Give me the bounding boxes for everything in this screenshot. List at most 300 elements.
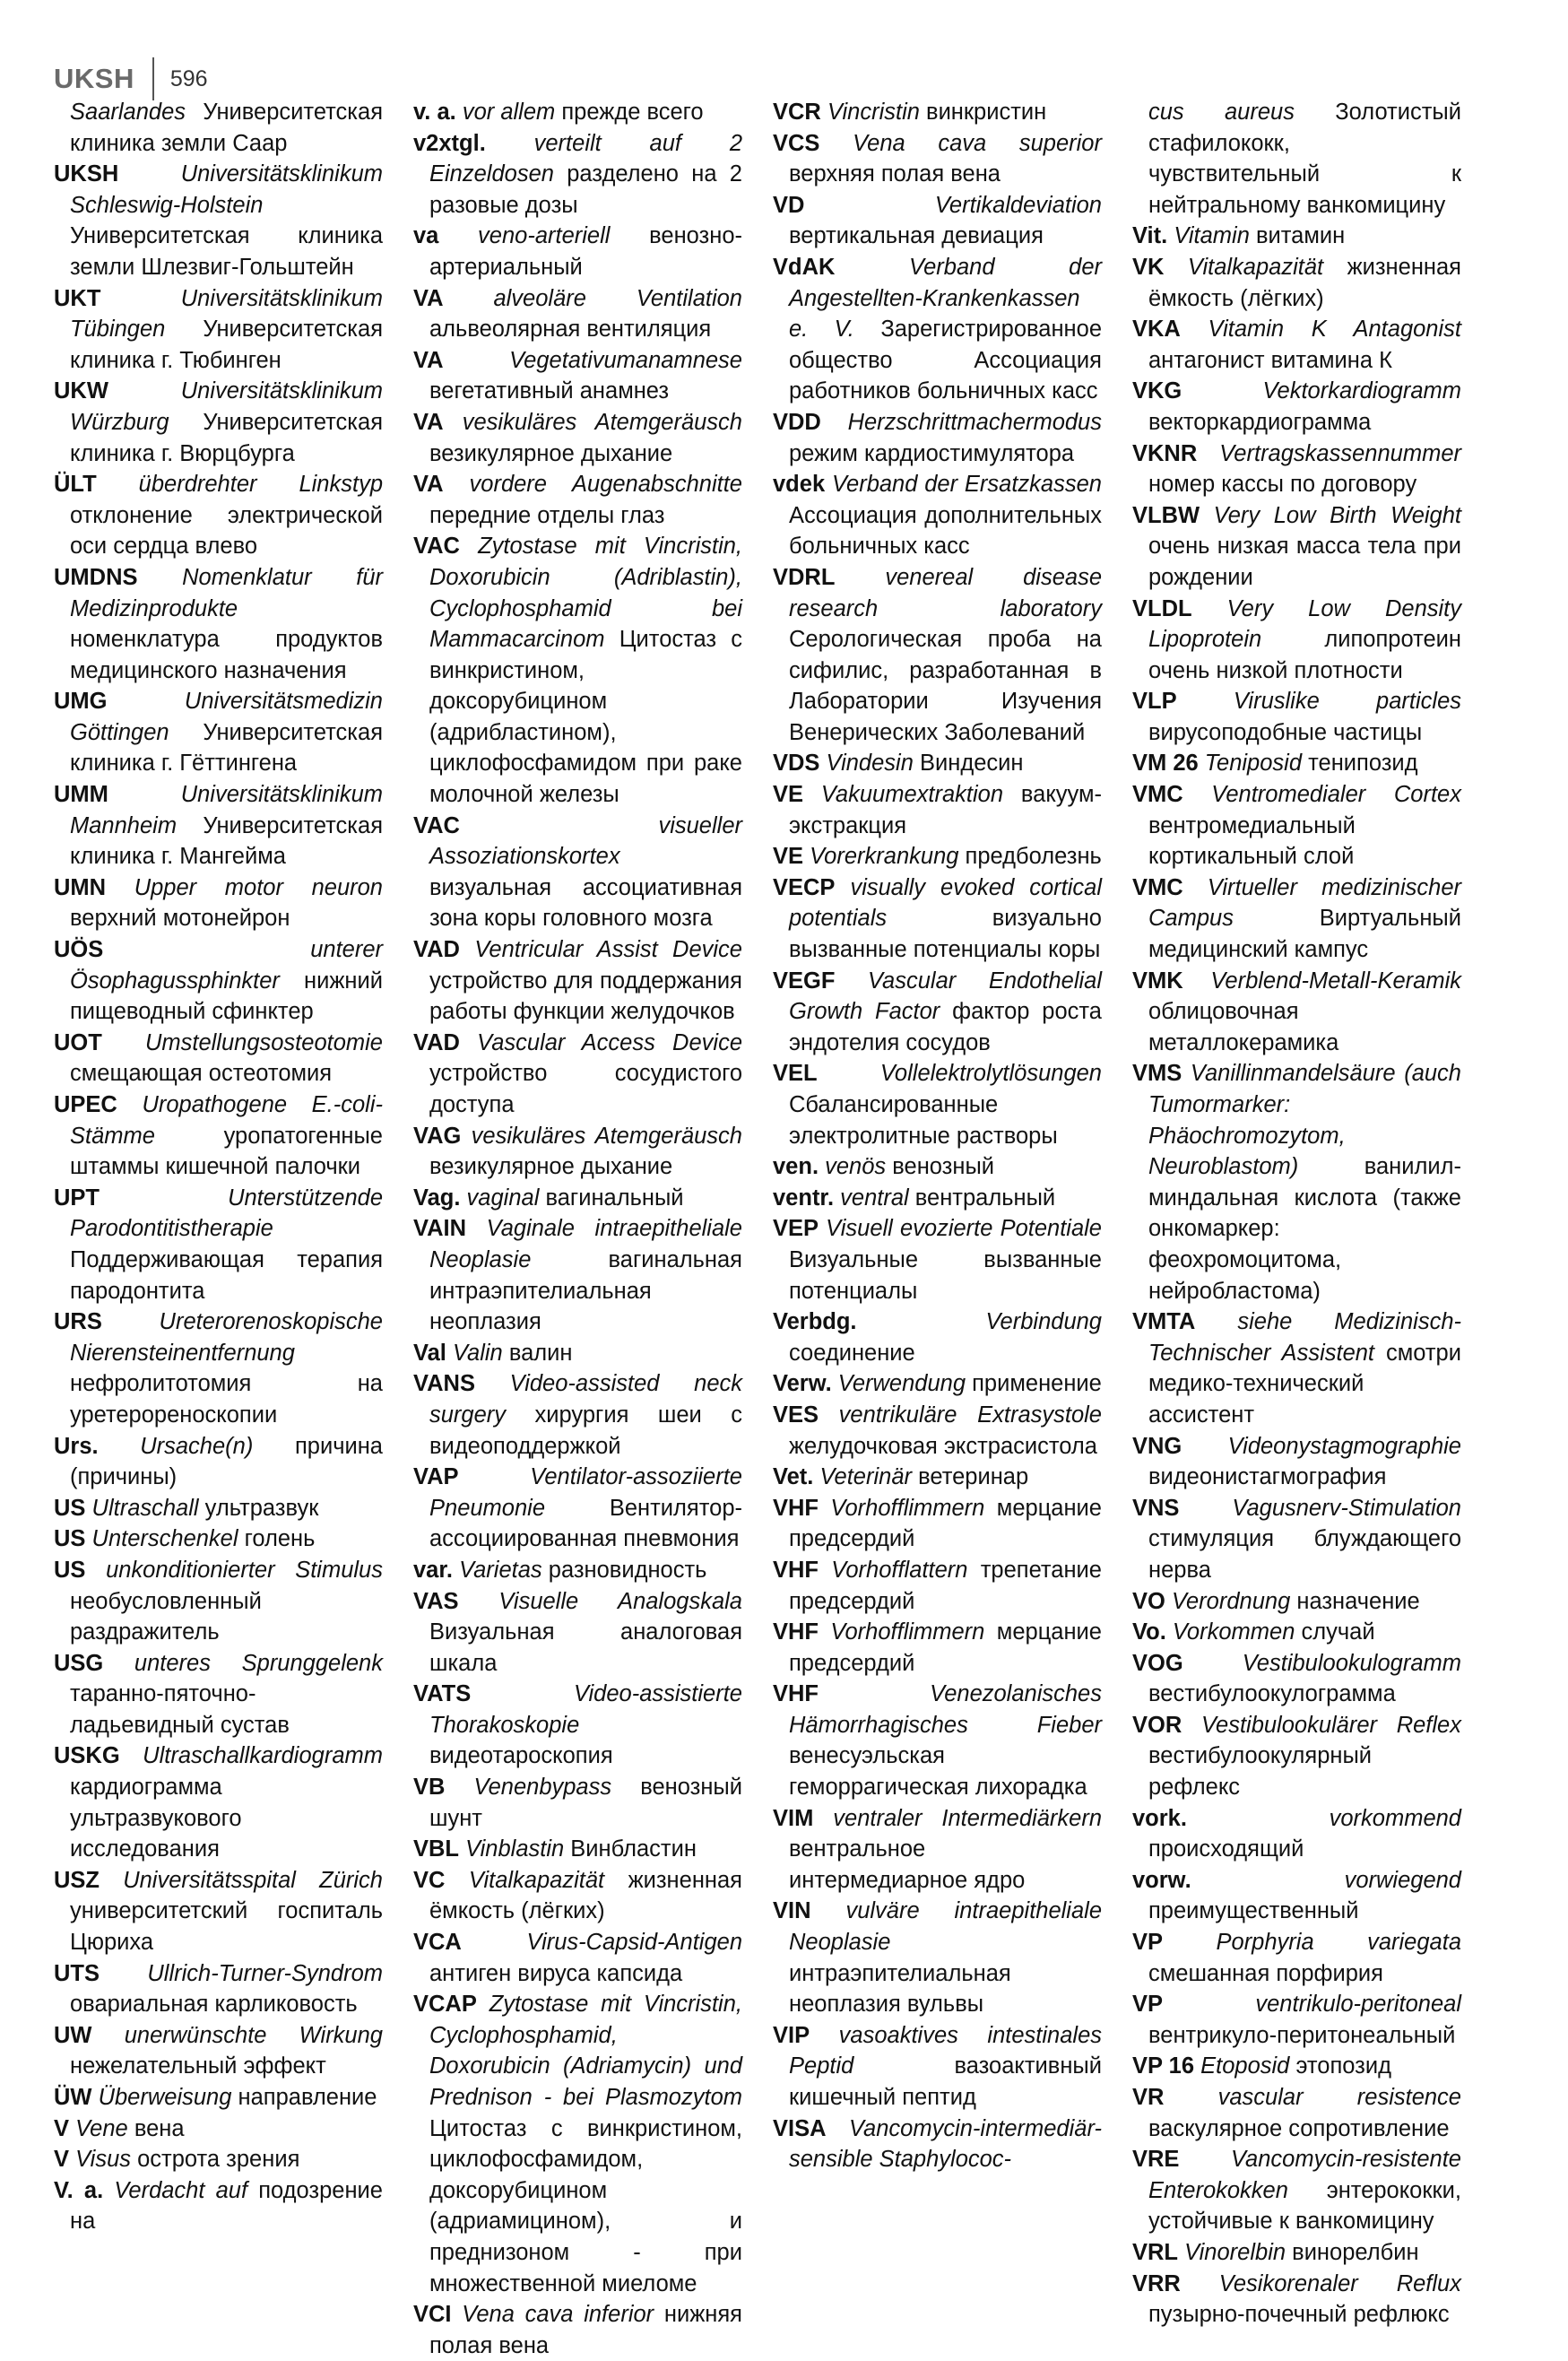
russian-translation: Цитостаз с винкристином, доксорубицином (адрибластином), циклофосфамидом при раке молочной железы bbox=[429, 627, 742, 808]
german-term: alveoläre Ventilation bbox=[493, 285, 742, 311]
german-term: Vascular Endothelial Growth Factor bbox=[789, 968, 1102, 1025]
russian-translation: векторкардиограмма bbox=[1148, 409, 1372, 435]
abbreviation: VB bbox=[413, 1775, 446, 1801]
dictionary-entry bbox=[413, 1213, 742, 1337]
german-term: Verblend-Metall-Keramik bbox=[1210, 968, 1461, 994]
german-term: Vestibulookulärer Reflex bbox=[1200, 1712, 1461, 1738]
dictionary-entry bbox=[54, 1648, 383, 1741]
dictionary-entry bbox=[773, 1617, 1102, 1679]
german-term: Ursache(n) bbox=[140, 1433, 254, 1459]
russian-translation: применение bbox=[972, 1371, 1102, 1397]
russian-translation: везикулярное дыхание bbox=[429, 1154, 673, 1180]
abbreviation: VA bbox=[413, 409, 444, 435]
abbreviation: VA bbox=[413, 472, 444, 498]
german-term: visually evoked cortical potentials bbox=[789, 874, 1102, 932]
german-term: vulväre intraepitheliale Neoplasie bbox=[789, 1898, 1102, 1956]
dictionary-entry bbox=[54, 872, 383, 934]
dictionary-entry bbox=[773, 2114, 1102, 2175]
column-1 bbox=[54, 97, 383, 2361]
abbreviation: VP bbox=[1132, 1930, 1164, 1956]
dictionary-entry bbox=[54, 1555, 383, 1648]
russian-translation: валин bbox=[508, 1340, 573, 1366]
german-term: Upper motor neuron bbox=[134, 874, 383, 900]
header-divider bbox=[152, 57, 154, 100]
german-term: Vorkommen bbox=[1172, 1619, 1295, 1645]
abbreviation: VEL bbox=[773, 1061, 818, 1087]
german-term: Vesikorenaler Reflux bbox=[1218, 2270, 1461, 2296]
abbreviation: UKT bbox=[54, 285, 101, 311]
german-term: Venenbypass bbox=[473, 1775, 612, 1801]
abbreviation: VMC bbox=[1132, 874, 1183, 900]
dictionary-entry bbox=[54, 1028, 383, 1089]
german-term: Visuell evozierte Potentiale bbox=[826, 1216, 1102, 1242]
russian-translation: пузырно-почечный рефлюкс bbox=[1148, 2302, 1450, 2328]
dictionary-entry bbox=[1132, 1989, 1461, 2051]
dictionary-entry bbox=[1132, 2051, 1461, 2082]
dictionary-entry bbox=[773, 1400, 1102, 1462]
german-term: Universitätsmedizin Göttingen bbox=[70, 689, 383, 745]
russian-translation: вентромедиальный кортикальный слой bbox=[1148, 812, 1356, 870]
dictionary-entry bbox=[54, 686, 383, 779]
abbreviation: VHF bbox=[773, 1681, 819, 1707]
german-term: Zytostase mit Vincristin, Doxorubicin (Adriblastin), Cyclophosphamid bei Mammacarcinom bbox=[429, 534, 742, 653]
german-term: Videonystagmographie bbox=[1227, 1433, 1461, 1459]
column-2 bbox=[413, 97, 742, 2361]
abbreviation: UMG bbox=[54, 689, 108, 715]
abbreviation: VDRL bbox=[773, 564, 836, 590]
russian-translation: венозный шунт bbox=[429, 1775, 742, 1831]
dictionary-entry bbox=[773, 2020, 1102, 2114]
dictionary-entry bbox=[773, 562, 1102, 749]
russian-translation: васкулярное сопротивление bbox=[1148, 2115, 1450, 2141]
russian-translation: номер кассы по договору bbox=[1148, 472, 1417, 498]
dictionary-entry bbox=[773, 841, 1102, 872]
abbreviation: Verbdg. bbox=[773, 1309, 857, 1335]
russian-translation: антагонист витамина К bbox=[1148, 347, 1392, 373]
russian-translation: Университетская клиника г. Вюрцбурга bbox=[70, 409, 383, 466]
dictionary-entry bbox=[1132, 1431, 1461, 1493]
abbreviation: V bbox=[54, 2115, 70, 2141]
russian-translation: Золотистый стафилококк, чувствительный к нейтральному ванкомицину bbox=[1148, 100, 1461, 218]
german-term: ventrikuläre Extrasystole bbox=[838, 1402, 1102, 1428]
abbreviation: VE bbox=[773, 844, 804, 870]
german-term: venereal disease research laboratory bbox=[789, 564, 1102, 621]
abbreviation: VAD bbox=[413, 937, 460, 963]
german-term: Vinorelbin bbox=[1184, 2239, 1286, 2265]
russian-translation: интраэпителиальная неоплазия вульвы bbox=[789, 1960, 1011, 2018]
dictionary-entry bbox=[773, 1896, 1102, 2019]
german-term: Teniposid bbox=[1204, 751, 1303, 777]
russian-translation: подозрение на bbox=[70, 2177, 383, 2235]
dictionary-entry bbox=[1132, 376, 1461, 438]
column-3 bbox=[773, 97, 1102, 2361]
german-term: ventraler Intermediärkern bbox=[833, 1805, 1102, 1831]
dictionary-entry bbox=[54, 562, 383, 686]
dictionary-entry bbox=[1132, 779, 1461, 872]
russian-translation: Цитостаз с винкристином, циклофосфамидом, доксорубицином (адриамицином), и преднизоном - при множественной миеломе bbox=[429, 2115, 742, 2296]
russian-translation: Поддерживающая терапия пародонтита bbox=[70, 1246, 383, 1304]
dictionary-entry bbox=[54, 1493, 383, 1524]
german-term: Vakuumextraktion bbox=[820, 782, 1004, 808]
russian-translation: желудочковая экстрасистола bbox=[789, 1433, 1097, 1459]
dictionary-columns bbox=[54, 97, 1461, 2358]
russian-translation: случай bbox=[1301, 1619, 1375, 1645]
german-term: Vena cava superior bbox=[853, 130, 1102, 156]
abbreviation: VOG bbox=[1132, 1650, 1183, 1676]
abbreviation: USG bbox=[54, 1650, 104, 1676]
abbreviation: VANS bbox=[413, 1371, 475, 1397]
russian-translation: разделено на 2 разовые дозы bbox=[429, 161, 742, 218]
german-term: Saarlandes bbox=[70, 100, 186, 125]
dictionary-entry bbox=[1132, 1865, 1461, 1927]
dictionary-entry bbox=[413, 1183, 742, 1214]
russian-translation: мерцание предсердий bbox=[789, 1495, 1102, 1552]
german-term: Video-assistierte Thorakoskopie bbox=[429, 1681, 742, 1738]
german-term: unerwünschte Wirkung bbox=[124, 2022, 383, 2048]
abbreviation: VCAP bbox=[413, 1992, 477, 2018]
abbreviation: VCI bbox=[413, 2302, 452, 2328]
german-term: Porphyria variegata bbox=[1216, 1930, 1461, 1956]
german-term: Universitätsklinikum Mannheim bbox=[70, 782, 383, 838]
german-term: Vorerkrankung bbox=[810, 844, 959, 870]
russian-translation: преимущественный bbox=[1148, 1898, 1359, 1924]
dictionary-entry bbox=[54, 283, 383, 377]
russian-translation: вазоактивный кишечный пептид bbox=[789, 2053, 1102, 2110]
russian-translation: трепетание предсердий bbox=[789, 1557, 1102, 1614]
dictionary-entry bbox=[1132, 2082, 1461, 2144]
dictionary-entry bbox=[1132, 314, 1461, 376]
german-term: Vitamin K Antagonist bbox=[1208, 317, 1461, 343]
abbreviation: VLDL bbox=[1132, 595, 1192, 621]
dictionary-entry bbox=[773, 1555, 1102, 1617]
abbreviation: Vit. bbox=[1132, 223, 1168, 249]
abbreviation: va bbox=[413, 223, 439, 249]
abbreviation: USKG bbox=[54, 1743, 120, 1769]
german-term: Vitalkapazität bbox=[468, 1867, 605, 1893]
russian-translation: причина (причины) bbox=[70, 1433, 383, 1490]
russian-translation: венозный bbox=[892, 1154, 995, 1180]
russian-translation: вирусоподобные частицы bbox=[1148, 719, 1423, 745]
german-term: Vancomycin-intermediär-sensible Staphylococ- bbox=[789, 2115, 1102, 2173]
german-term: Verdacht auf bbox=[114, 2177, 248, 2203]
russian-translation: кардиограмма ультразвукового исследования bbox=[70, 1775, 242, 1862]
german-term: Ultraschall bbox=[91, 1495, 199, 1521]
abbreviation: VRR bbox=[1132, 2270, 1181, 2296]
russian-translation: вентрикуло-перитонеальный bbox=[1148, 2022, 1456, 2048]
dictionary-entry bbox=[1132, 1493, 1461, 1586]
german-term: Ultraschallkardiogramm bbox=[143, 1743, 383, 1769]
dictionary-entry bbox=[413, 1121, 742, 1183]
russian-translation: номенклатура продуктов медицинского назначения bbox=[70, 627, 383, 683]
dictionary-entry bbox=[413, 469, 742, 531]
german-term: vaginal bbox=[466, 1185, 540, 1211]
german-term: Venezolanisches Hämorrhagisches Fieber bbox=[789, 1681, 1102, 1738]
abbreviation: V bbox=[54, 2147, 70, 2173]
german-term: Vanillinmandelsäure (auch Tumormarker: Phäochromozytom, Neuroblastom) bbox=[1148, 1061, 1461, 1180]
abbreviation: VDS bbox=[773, 751, 820, 777]
german-term: Veterinär bbox=[819, 1464, 912, 1490]
russian-translation: венесуэльская геморрагическая лихорадка bbox=[789, 1743, 1087, 1801]
abbreviation: URS bbox=[54, 1309, 102, 1335]
russian-translation: вентральный bbox=[914, 1185, 1056, 1211]
abbreviation: US bbox=[54, 1526, 86, 1552]
dictionary-entry bbox=[773, 1058, 1102, 1151]
russian-translation: отклонение электрической оси сердца влево bbox=[70, 502, 383, 560]
dictionary-entry bbox=[773, 252, 1102, 407]
russian-translation: жизненная ёмкость (лёгких) bbox=[1148, 254, 1461, 311]
dictionary-entry bbox=[773, 966, 1102, 1059]
german-term: Very Low Density Lipoprotein bbox=[1148, 595, 1461, 653]
german-term: Vitalkapazität bbox=[1187, 254, 1324, 280]
dictionary-entry bbox=[413, 1772, 742, 1834]
russian-translation: альвеолярная вентиляция bbox=[429, 317, 712, 343]
german-term: Universitätsklinikum Tübingen bbox=[70, 285, 383, 343]
dictionary-entry bbox=[1132, 221, 1461, 252]
russian-translation: необусловленный раздражитель bbox=[70, 1588, 262, 1645]
dictionary-entry bbox=[773, 97, 1102, 128]
abbreviation: Val bbox=[413, 1340, 446, 1366]
dictionary-entry bbox=[773, 1183, 1102, 1214]
dictionary-entry bbox=[54, 159, 383, 282]
russian-translation: нижняя полая вена bbox=[429, 2302, 742, 2358]
russian-translation: Сбалансированные электролитные растворы bbox=[789, 1092, 1058, 1149]
abbreviation: VP bbox=[1132, 1992, 1164, 2018]
german-term: Vitamin bbox=[1174, 223, 1250, 249]
russian-translation: витамин bbox=[1255, 223, 1346, 249]
german-term: Ventromedialer Cortex bbox=[1211, 782, 1461, 808]
german-term: Unterschenkel bbox=[91, 1526, 238, 1552]
russian-translation: вертикальная девиация bbox=[789, 223, 1044, 249]
abbreviation: UPT bbox=[54, 1185, 100, 1211]
german-term: vesikuläres Atemgeräusch bbox=[462, 409, 742, 435]
german-term: Vancomycin-resistente Enterokokken bbox=[1148, 2147, 1461, 2203]
german-term: unteres Sprunggelenk bbox=[134, 1650, 383, 1676]
dictionary-entry bbox=[54, 469, 383, 562]
abbreviation: VRE bbox=[1132, 2147, 1180, 2173]
russian-translation: Университетская клиника г. Гёттингена bbox=[70, 719, 383, 777]
russian-translation: прежде всего bbox=[561, 100, 704, 125]
german-term: Very Low Birth Weight bbox=[1213, 502, 1461, 528]
dictionary-entry bbox=[773, 1368, 1102, 1400]
abbreviation: Vo. bbox=[1132, 1619, 1166, 1645]
abbreviation: VIP bbox=[773, 2022, 810, 2048]
abbreviation: VDD bbox=[773, 409, 821, 435]
german-term: Universitätsspital Zürich bbox=[123, 1867, 383, 1893]
russian-translation: венозно-артериальный bbox=[429, 223, 742, 280]
dictionary-entry bbox=[1132, 2269, 1461, 2331]
german-term: Unterstützende Parodontitistherapie bbox=[70, 1185, 383, 1242]
dictionary-entry bbox=[1132, 438, 1461, 500]
abbreviation: UKW bbox=[54, 378, 108, 404]
abbreviation: VHF bbox=[773, 1557, 819, 1583]
german-term: Ullrich-Turner-Syndrom bbox=[147, 1960, 383, 1986]
russian-translation: вагинальная интраэпителиальная неоплазия bbox=[429, 1246, 742, 1335]
dictionary-entry bbox=[54, 1740, 383, 1864]
german-term: Vagusnerv-Stimulation bbox=[1232, 1495, 1461, 1521]
russian-translation: везикулярное дыхание bbox=[429, 440, 673, 466]
dictionary-entry bbox=[1132, 872, 1461, 966]
russian-translation: голень bbox=[244, 1526, 316, 1552]
german-term: Vaginale intraepitheliale Neoplasie bbox=[429, 1216, 742, 1272]
german-term: Verbindung bbox=[985, 1309, 1102, 1335]
russian-translation: Зарегистрированное общество Ассоциация работников больничных касс bbox=[789, 317, 1102, 404]
dictionary-entry bbox=[413, 128, 742, 221]
dictionary-entry bbox=[413, 407, 742, 469]
german-term: Vorhofflattern bbox=[831, 1557, 968, 1583]
russian-translation: нежелательный эффект bbox=[70, 2053, 326, 2079]
dictionary-entry bbox=[1132, 1058, 1461, 1306]
german-term: venös bbox=[825, 1154, 887, 1180]
dictionary-entry bbox=[773, 779, 1102, 841]
abbreviation: ven. bbox=[773, 1154, 819, 1180]
russian-translation: Университетская клиника г. Тюбинген bbox=[70, 317, 383, 373]
abbreviation: VMTA bbox=[1132, 1309, 1196, 1335]
abbreviation: ÜLT bbox=[54, 472, 97, 498]
abbreviation: VKG bbox=[1132, 378, 1182, 404]
german-term: ventrikulo-peritoneal bbox=[1255, 1992, 1461, 2018]
russian-translation: видеонистагмография bbox=[1148, 1464, 1387, 1490]
dictionary-entry bbox=[773, 128, 1102, 190]
dictionary-entry bbox=[1132, 748, 1461, 779]
abbreviation: VIM bbox=[773, 1805, 814, 1831]
russian-translation: режим кардиостимулятора bbox=[789, 440, 1075, 466]
dictionary-entry bbox=[413, 97, 742, 128]
abbreviation: vork. bbox=[1132, 1805, 1187, 1831]
russian-translation: уропатогенные штаммы кишечной палочки bbox=[70, 1123, 383, 1180]
russian-translation: Виртуальный медицинский кампус bbox=[1148, 906, 1461, 963]
german-term: visueller Assoziationskortex bbox=[429, 812, 742, 870]
abbreviation: VIN bbox=[773, 1898, 811, 1924]
dictionary-entry bbox=[54, 779, 383, 872]
russian-translation: университетский госпиталь Цюриха bbox=[70, 1898, 383, 1956]
dictionary-entry bbox=[413, 1989, 742, 2299]
russian-translation: Виндесин bbox=[919, 751, 1024, 777]
russian-translation: смотри медико-технический ассистент bbox=[1148, 1340, 1461, 1428]
german-term: Vena cava inferior bbox=[462, 2302, 654, 2328]
german-term: Verband der Ersatzkassen bbox=[831, 472, 1102, 498]
abbreviation: VLP bbox=[1132, 689, 1177, 715]
german-term: Vollelektrolytlösungen bbox=[879, 1061, 1102, 1087]
abbreviation: VP 16 bbox=[1132, 2053, 1195, 2079]
dictionary-entry bbox=[413, 1865, 742, 1927]
dictionary-entry bbox=[54, 2144, 383, 2175]
abbreviation: vorw. bbox=[1132, 1867, 1191, 1893]
dictionary-entry bbox=[54, 1523, 383, 1555]
dictionary-entry bbox=[54, 2020, 383, 2082]
russian-translation: нефролитотомия на уретерореноскопии bbox=[70, 1371, 383, 1428]
abbreviation: VAP bbox=[413, 1464, 459, 1490]
german-term: Ventricular Assist Device bbox=[474, 937, 742, 963]
german-term: Uropathogene E.-coli-Stämme bbox=[70, 1092, 383, 1149]
dictionary-entry bbox=[1132, 594, 1461, 687]
german-term: vascular resistence bbox=[1217, 2085, 1461, 2110]
german-term: Video-assisted neck surgery bbox=[429, 1371, 742, 1428]
abbreviation: VBL bbox=[413, 1836, 459, 1862]
russian-translation: стимуляция блуждающего нерва bbox=[1148, 1526, 1461, 1583]
abbreviation: VAS bbox=[413, 1588, 459, 1614]
abbreviation: VK bbox=[1132, 254, 1165, 280]
german-term: siehe Medizinisch-Technischer Assistent bbox=[1148, 1309, 1461, 1366]
russian-translation: направление bbox=[238, 2085, 377, 2110]
russian-translation: вентральное интермедиарное ядро bbox=[789, 1836, 1026, 1893]
german-term: vesikuläres Atemgeräusch bbox=[471, 1123, 742, 1149]
russian-translation: передние отделы глаз bbox=[429, 502, 665, 528]
dictionary-entry bbox=[54, 376, 383, 469]
russian-translation: Винбластин bbox=[570, 1836, 697, 1862]
abbreviation: VAC bbox=[413, 812, 460, 838]
german-term: Valin bbox=[452, 1340, 503, 1366]
abbreviation: VKNR bbox=[1132, 440, 1198, 466]
abbreviation: VCS bbox=[773, 130, 820, 156]
german-term: Ureterorenoskopische Nierensteinentfernung bbox=[70, 1309, 383, 1366]
russian-translation: вакуум-экстракция bbox=[789, 782, 1102, 838]
russian-translation: вестибулоокулярный рефлекс bbox=[1148, 1743, 1373, 1801]
german-term: Universitätsklinikum Würzburg bbox=[70, 378, 383, 435]
german-term: Vestibulookulogramm bbox=[1242, 1650, 1461, 1676]
dictionary-entry bbox=[773, 748, 1102, 779]
dictionary-entry bbox=[413, 345, 742, 407]
abbreviation: VHF bbox=[773, 1619, 819, 1645]
abbreviation: VOR bbox=[1132, 1712, 1182, 1738]
abbreviation: VEP bbox=[773, 1216, 819, 1242]
dictionary-entry bbox=[773, 1306, 1102, 1368]
abbreviation: VKA bbox=[1132, 317, 1181, 343]
abbreviation: UTS bbox=[54, 1960, 100, 1986]
russian-translation: винкристин bbox=[926, 100, 1047, 125]
russian-translation: мерцание предсердий bbox=[789, 1619, 1102, 1676]
abbreviation: VA bbox=[413, 285, 444, 311]
german-term: vordere Augenabschnitte bbox=[469, 472, 742, 498]
abbreviation: ÜW bbox=[54, 2085, 92, 2110]
abbreviation: VM 26 bbox=[1132, 751, 1199, 777]
german-term: Virus-Capsid-Antigen bbox=[526, 1930, 742, 1956]
russian-translation: липопротеин очень низкой плотности bbox=[1148, 627, 1461, 683]
abbreviation: VRL bbox=[1132, 2239, 1178, 2265]
abbreviation: VdAK bbox=[773, 254, 836, 280]
russian-translation: ванилил-миндальная кислота (также онкомаркер: феохромоцитома, нейробластома) bbox=[1148, 1154, 1461, 1304]
dictionary-entry bbox=[54, 2175, 383, 2237]
column-4 bbox=[1132, 97, 1461, 2361]
german-term: cus aureus bbox=[1148, 100, 1295, 125]
abbreviation: var. bbox=[413, 1557, 453, 1583]
dictionary-entry bbox=[1132, 1586, 1461, 1618]
dictionary-entry bbox=[773, 1151, 1102, 1183]
abbreviation: VMK bbox=[1132, 968, 1183, 994]
abbreviation: Urs. bbox=[54, 1433, 99, 1459]
abbreviation: VEGF bbox=[773, 968, 836, 994]
russian-translation: хирургия шеи с видеоподдержкой bbox=[429, 1402, 742, 1459]
abbreviation: VO bbox=[1132, 1588, 1165, 1614]
abbreviation: VAC bbox=[413, 534, 460, 560]
russian-translation: видеотароскопия bbox=[429, 1743, 613, 1769]
russian-translation: очень низкая масса тела при рождении bbox=[1148, 534, 1461, 590]
abbreviation: UKSH bbox=[54, 161, 119, 187]
abbreviation: UMM bbox=[54, 782, 108, 808]
german-term: Visuelle Analogskala bbox=[498, 1588, 742, 1614]
german-term: verteilt auf 2 Einzeldosen bbox=[429, 130, 742, 187]
german-term: Varietas bbox=[459, 1557, 542, 1583]
russian-translation: ультразвук bbox=[204, 1495, 319, 1521]
abbreviation: UOT bbox=[54, 1029, 102, 1055]
abbreviation: USZ bbox=[54, 1867, 100, 1893]
abbreviation: Vag. bbox=[413, 1185, 461, 1211]
russian-translation: тенипозид bbox=[1308, 751, 1418, 777]
german-term: Vegetativumanamnese bbox=[509, 347, 742, 373]
russian-translation: вена bbox=[134, 2115, 185, 2141]
german-term: Ventilator-assoziierte Pneumonie bbox=[429, 1464, 742, 1521]
abbreviation: VE bbox=[773, 782, 804, 808]
abbreviation: UPEC bbox=[54, 1092, 117, 1117]
